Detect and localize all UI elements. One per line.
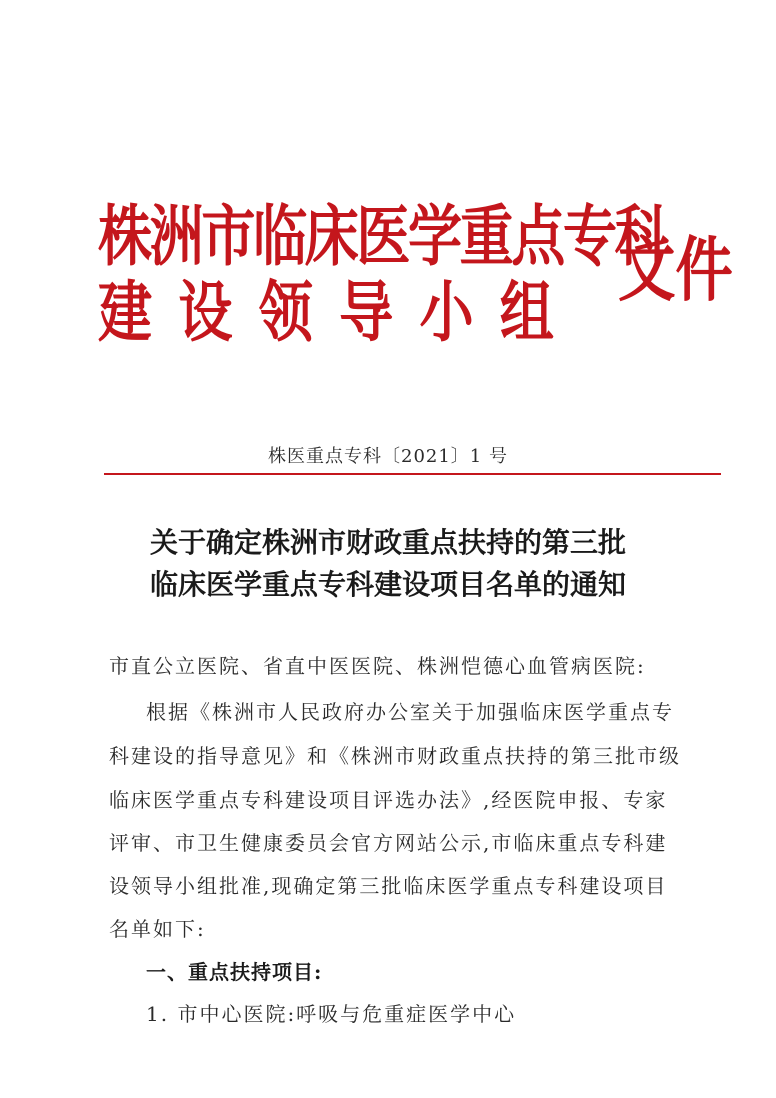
document-number: 株医重点专科〔2021〕1 号: [268, 446, 508, 467]
red-header-line-1: 株洲市临床医学重点专科: [98, 197, 667, 275]
paragraph-line: 根据《株洲市人民政府办公室关于加强临床医学重点专: [146, 700, 674, 724]
section-heading: 一、重点扶持项目:: [146, 960, 323, 984]
paragraph-line: 临床医学重点专科建设项目评选办法》,经医院申报、专家: [109, 788, 668, 812]
notice-title-line-1: 关于确定株洲市财政重点扶持的第三批: [149, 526, 626, 559]
salutation: 市直公立医院、省直中医医院、株洲恺德心血管病医院:: [109, 654, 646, 678]
paragraph-line: 科建设的指导意见》和《株洲市财政重点扶持的第三批市级: [109, 744, 681, 768]
list-item: 1. 市中心医院:呼吸与危重症医学中心: [146, 1002, 517, 1026]
paragraph-line: 名单如下:: [109, 917, 206, 941]
paragraph-line: 评审、市卫生健康委员会官方网站公示,市临床重点专科建: [109, 831, 668, 855]
paragraph-line: 设领导小组批准,现确定第三批临床医学重点专科建设项目: [109, 874, 668, 898]
notice-title-line-2: 临床医学重点专科建设项目名单的通知: [149, 568, 626, 601]
red-header-suffix: 文件: [618, 228, 733, 311]
red-header-line-2: 建设领导小组: [98, 273, 581, 351]
red-divider-rule: [104, 473, 721, 475]
